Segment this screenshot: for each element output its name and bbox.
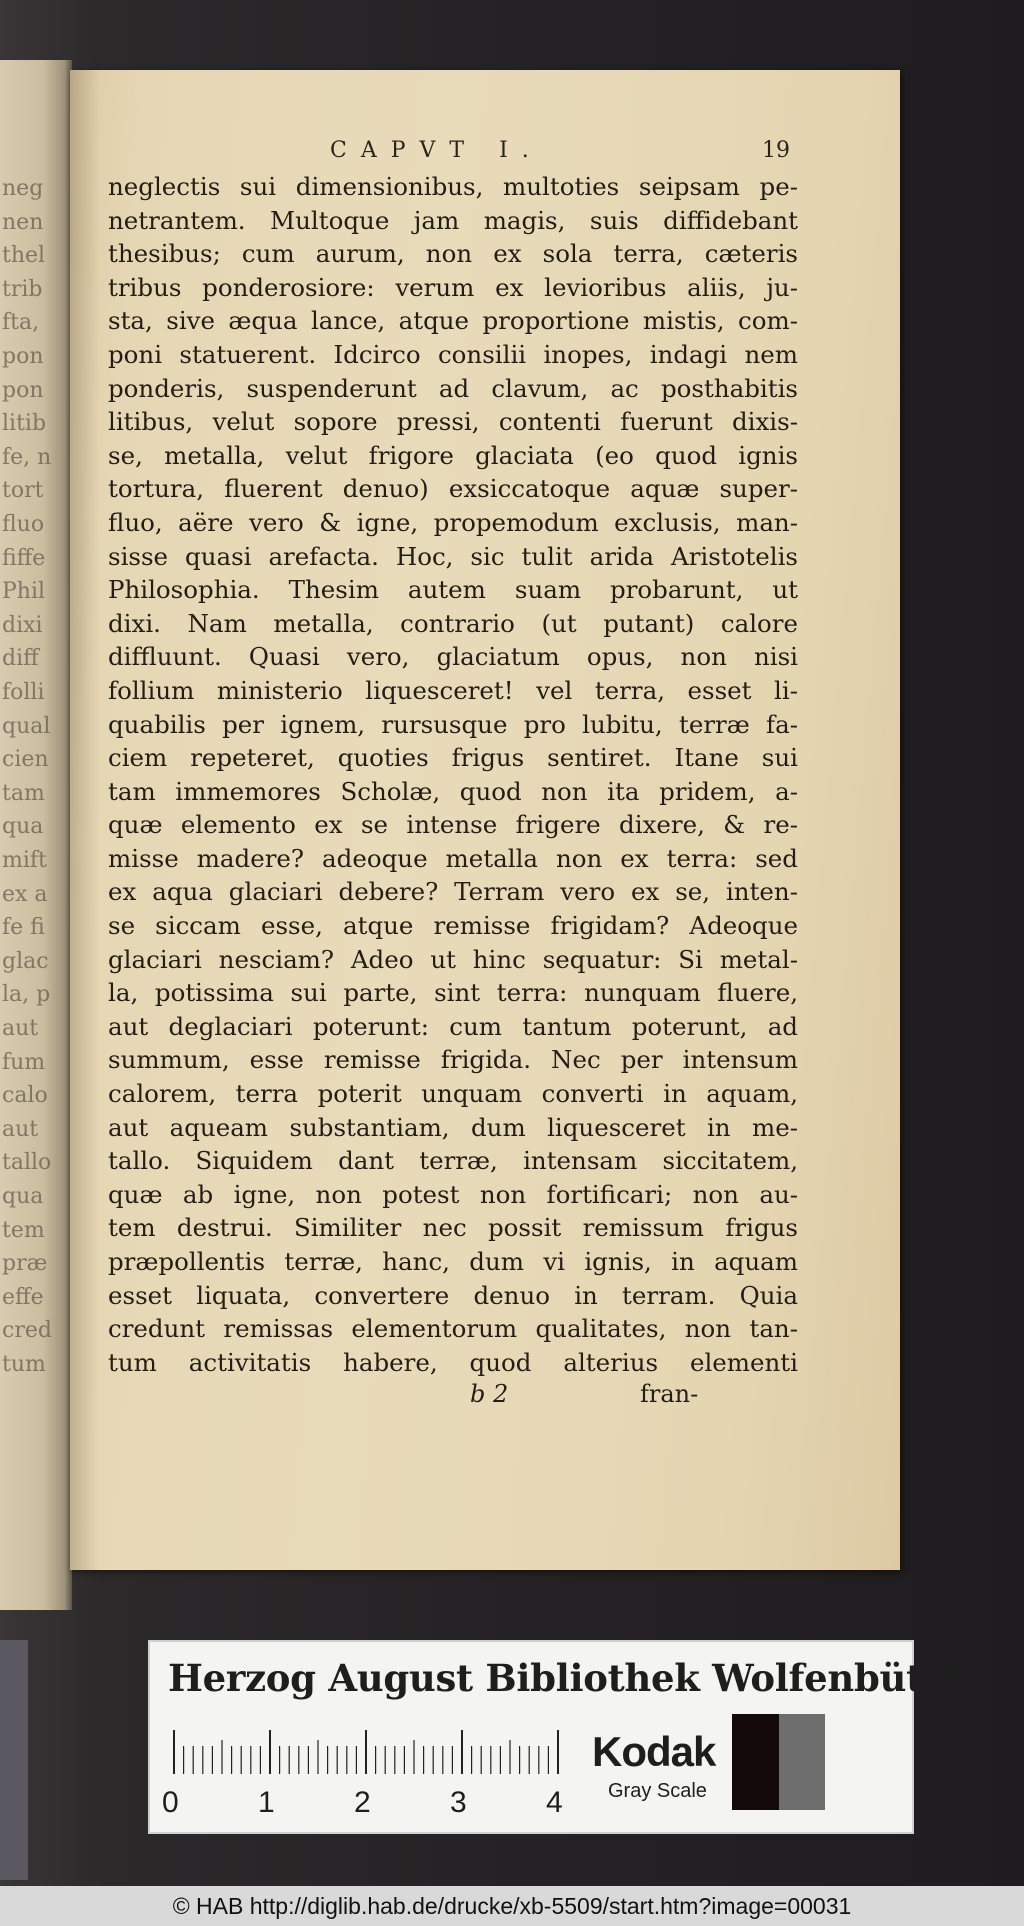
gray-patch: [779, 1714, 826, 1810]
facing-page-fragment: aut: [2, 1016, 39, 1041]
text-line: poni statuerent. Idcirco consilii inopes, indagi nem: [108, 339, 798, 369]
text-line: netrantem. Multoque jam magis, suis diffidebant: [108, 205, 798, 235]
text-line: tallo. Siquidem dant terræ, intensam siccitatem,: [108, 1146, 798, 1176]
ruler-number: 3: [450, 1786, 467, 1819]
text-line: thesibus; cum aurum, non ex sola terra, cæteris: [108, 239, 798, 269]
text-line: summum, esse remisse frigida. Nec per intensum: [108, 1045, 798, 1075]
text-line: ciem repeteret, quoties frigus sentiret. Itane sui: [108, 743, 798, 773]
text-line: neglectis sui dimensionibus, multoties seipsam pe-: [108, 172, 798, 201]
text-line: credunt remissas elementorum qualitates, non tan-: [108, 1314, 798, 1344]
running-head: [270, 138, 790, 170]
facing-page-edge: [0, 60, 72, 1610]
facing-page-fragment: tort: [2, 478, 44, 504]
facing-page-fragment: litib: [2, 411, 47, 437]
text-line: esset liquata, convertere denuo in terram. Quia: [108, 1280, 798, 1310]
facing-page-fragment: pon: [2, 377, 44, 403]
text-line: aut deglaciari poterunt: cum tantum poterunt, ad: [108, 1011, 798, 1041]
text-line: sta, sive æqua lance, atque proportione mistis, com-: [108, 306, 798, 336]
text-line: præpollentis terræ, hanc, dum vi ignis, in aquam: [108, 1247, 798, 1276]
facing-page-fragment: fe fi: [2, 915, 45, 941]
body-text: [108, 170, 798, 1379]
facing-page-fragment: tum: [2, 1352, 46, 1377]
text-line: misse madere? adeoque metalla non ex terra: sed: [108, 843, 798, 873]
text-line: follium ministerio liquesceret! vel terra, esset li-: [108, 675, 798, 705]
text-line: quabilis per ignem, rursusque pro lubitu, terræ fa-: [108, 709, 798, 739]
footer-credit: © HAB http://diglib.hab.de/drucke/xb-5509/start.htm?image=00031: [0, 1886, 1024, 1926]
facing-page-fragment: fluo: [2, 512, 45, 537]
facing-page-fragment: trib: [2, 276, 43, 302]
ruler-number: 2: [354, 1786, 371, 1819]
text-line: quæ elemento ex se intense frigere dixere, & re-: [108, 810, 798, 840]
gray-patch: [732, 1714, 779, 1810]
book-page: [70, 70, 900, 1570]
facing-page-fragment: qual: [2, 713, 51, 739]
color-target-card: [148, 1640, 977, 1834]
text-line: la, potissima sui parte, sint terra: nunquam fluere,: [108, 978, 798, 1008]
facing-page-fragment: præ: [2, 1251, 48, 1277]
facing-page-fragment: fum: [2, 1049, 46, 1075]
ruler-number: 0: [162, 1786, 179, 1819]
facing-page-fragment: glac: [2, 948, 49, 974]
ruler-number: 4: [546, 1786, 563, 1819]
facing-page-fragment: fiffe: [2, 545, 46, 571]
facing-page-fragment: aut: [2, 1116, 39, 1142]
facing-page-fragment: pon: [2, 344, 44, 369]
facing-page-fragment: ex a: [2, 881, 48, 907]
gray-scale-label: Gray Scale: [608, 1780, 707, 1802]
facing-page-fragment: effe: [2, 1284, 44, 1310]
facing-page-fragment: Phil: [2, 579, 46, 605]
text-line: calorem, terra poterit unquam converti in aquam,: [108, 1079, 798, 1109]
facing-page-fragment: nen: [2, 209, 44, 235]
ruler-number: 1: [258, 1786, 275, 1819]
text-line: sisse quasi arefacta. Hoc, sic tulit arida Aristotelis: [108, 541, 798, 571]
facing-page-fragment: fta,: [2, 310, 40, 336]
text-line: tum activitatis habere, quod alterius elementi: [108, 1347, 798, 1377]
facing-page-fragment: calo: [2, 1083, 48, 1109]
running-title: CAPVT I.: [330, 138, 543, 163]
text-line: se, metalla, velut frigore glaciata (eo quod ignis: [108, 440, 798, 470]
facing-page-shadow: [0, 1640, 28, 1880]
gray-patch: [825, 1714, 872, 1810]
facing-page-fragment: tam: [2, 780, 45, 806]
page-footer-line: [70, 1380, 790, 1414]
ruler-numbers: [162, 1786, 582, 1822]
facing-page-fragment: mift: [2, 848, 47, 873]
text-line: tribus ponderosiore: verum ex levioribus aliis, ju-: [108, 272, 798, 302]
facing-page-fragment: folli: [2, 680, 45, 705]
text-line: diffluunt. Quasi vero, glaciatum opus, non nisi: [108, 642, 798, 672]
text-line: tam immemores Scholæ, quod non ita pridem, a-: [108, 776, 798, 806]
text-line: litibus, velut sopore pressi, contenti fuerunt dixis-: [108, 407, 798, 437]
text-line: se siccam esse, atque remisse frigidam? Adeoque: [108, 911, 798, 941]
facing-page-fragment: fe, n: [2, 444, 52, 470]
signature-mark: b 2: [470, 1380, 509, 1408]
facing-page-fragment: la, p: [2, 982, 51, 1008]
facing-page-fragment: neg: [2, 176, 44, 201]
text-line: quæ ab igne, non potest non fortificari; non au-: [108, 1179, 798, 1209]
text-line: tortura, fluerent denuo) exsiccatoque aquæ super-: [108, 474, 798, 504]
text-line: dixi. Nam metalla, contrario (ut putant) calore: [108, 608, 798, 638]
facing-page-fragment: qua: [2, 814, 44, 840]
scale-ruler: [170, 1730, 570, 1774]
text-line: ex aqua glaciari debere? Terram vero ex se, inten-: [108, 877, 798, 907]
facing-page-fragment: tem: [2, 1217, 45, 1243]
facing-page-fragment: dixi: [2, 612, 43, 638]
facing-page-fragment: thel: [2, 243, 46, 269]
facing-page-fragment: diff: [2, 646, 39, 672]
catchword: fran-: [640, 1380, 699, 1408]
facing-page-fragment: cred: [2, 1318, 52, 1344]
gray-scale-patches: [732, 1714, 872, 1810]
facing-page-fragment: tallo: [2, 1150, 52, 1176]
text-line: Philosophia. Thesim autem suam probarunt, ut: [108, 575, 798, 605]
kodak-logo: Kodak: [592, 1728, 716, 1775]
text-line: tem destrui. Similiter nec possit remissum frigus: [108, 1213, 798, 1243]
page-number: 19: [762, 138, 790, 163]
facing-page-fragment: cien: [2, 747, 49, 773]
text-line: aut aqueam substantiam, dum liquesceret in me-: [108, 1112, 798, 1142]
text-line: fluo, aëre vero & igne, propemodum exclusis, man-: [108, 507, 798, 537]
facing-page-fragment: qua: [2, 1184, 44, 1209]
library-name: Herzog August Bibliothek Wolfenbüttel: [168, 1656, 977, 1700]
text-line: ponderis, suspenderunt ad clavum, ac posthabitis: [108, 373, 798, 403]
text-line: glaciari nesciam? Adeo ut hinc sequatur: Si metal-: [108, 944, 798, 974]
